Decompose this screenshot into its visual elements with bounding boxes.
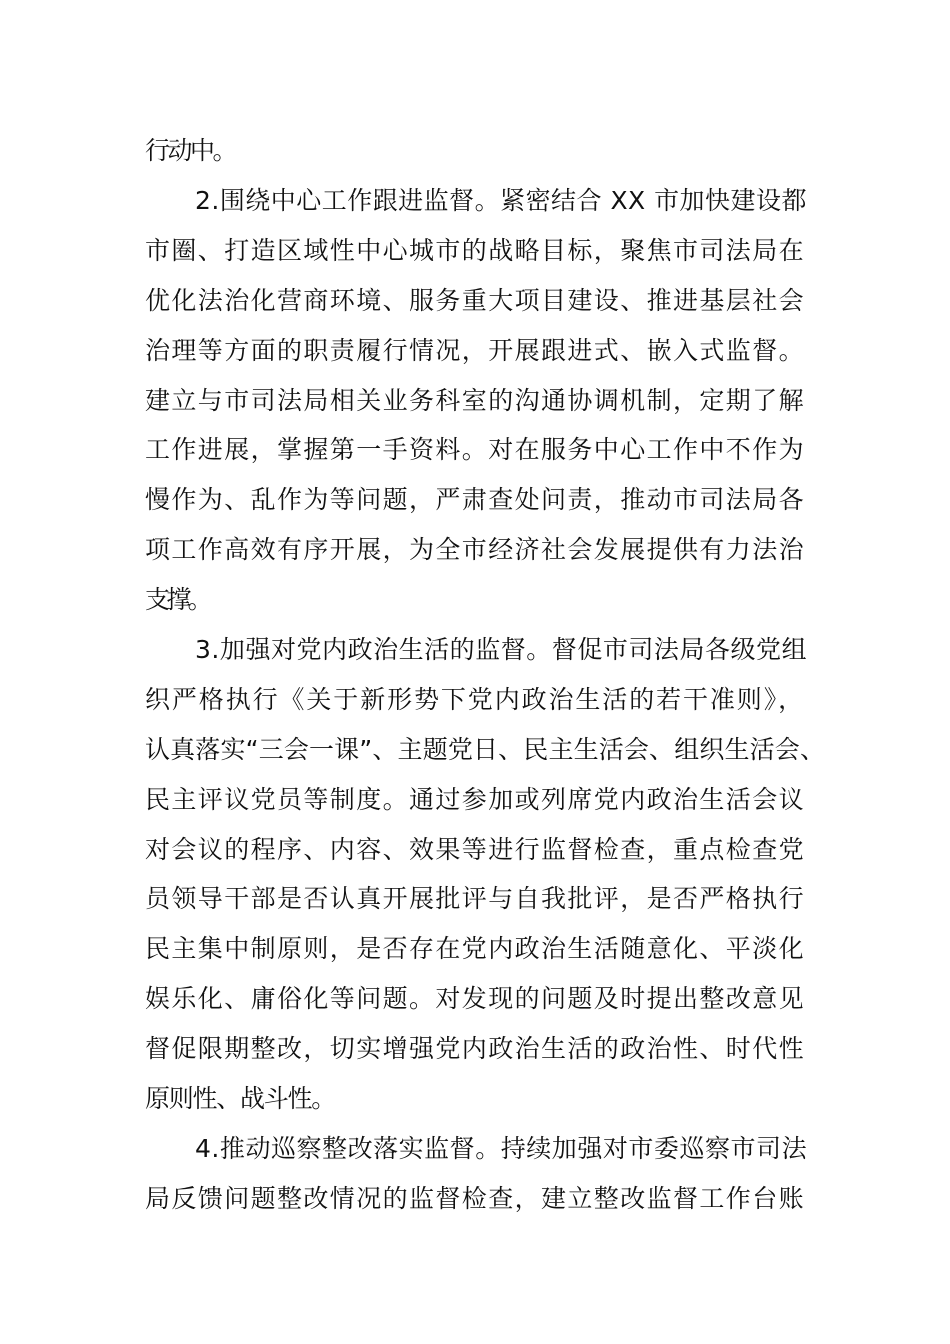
text-line: 娱乐化、庸俗化等问题。对发现的问题及时提出整改意见 — [145, 984, 806, 1013]
text-line: 原则性、战斗性。 — [145, 1084, 336, 1113]
text-line: 民主评议党员等制度。通过参加或列席党内政治生活会议 — [145, 785, 806, 814]
text-line: 2.围绕中心工作跟进监督。紧密结合 XX 市加快建设都 — [195, 186, 807, 215]
text-line: 支撑。 — [145, 585, 209, 614]
text-line: 慢作为、乱作为等问题，严肃查处问责，推动市司法局各 — [145, 485, 806, 514]
text-line: 民主集中制原则，是否存在党内政治生活随意化、平淡化 — [145, 934, 806, 963]
text-line: 优化法治化营商环境、服务重大项目建设、推进基层社会 — [145, 286, 806, 315]
text-line: 3.加强对党内政治生活的监督。督促市司法局各级党组 — [195, 635, 808, 664]
text-line: 认真落实“三会一课”、主题党日、民主生活会、组织生活会、 — [145, 735, 826, 764]
text-line: 4.推动巡察整改落实监督。持续加强对市委巡察市司法 — [195, 1134, 808, 1163]
text-line: 市圈、打造区域性中心城市的战略目标，聚焦市司法局在 — [145, 236, 806, 265]
text-line: 建立与市司法局相关业务科室的沟通协调机制，定期了解 — [145, 386, 806, 415]
text-line: 员领导干部是否认真开展批评与自我批评，是否严格执行 — [145, 884, 806, 913]
text-line: 治理等方面的职责履行情况，开展跟进式、嵌入式监督。 — [145, 336, 806, 365]
text-line: 织严格执行《关于新形势下党内政治生活的若干准则》， — [145, 685, 806, 714]
text-line: 项工作高效有序开展，为全市经济社会发展提供有力法治 — [145, 535, 806, 564]
text-line: 对会议的程序、内容、效果等进行监督检查，重点检查党 — [145, 835, 806, 864]
text-line: 工作进展，掌握第一手资料。对在服务中心工作中不作为 — [145, 435, 806, 464]
text-line: 局反馈问题整改情况的监督检查，建立整改监督工作台账 — [145, 1184, 806, 1213]
text-line: 督促限期整改，切实增强党内政治生活的政治性、时代性 — [145, 1034, 806, 1063]
text-line: 行动中。 — [145, 136, 236, 165]
